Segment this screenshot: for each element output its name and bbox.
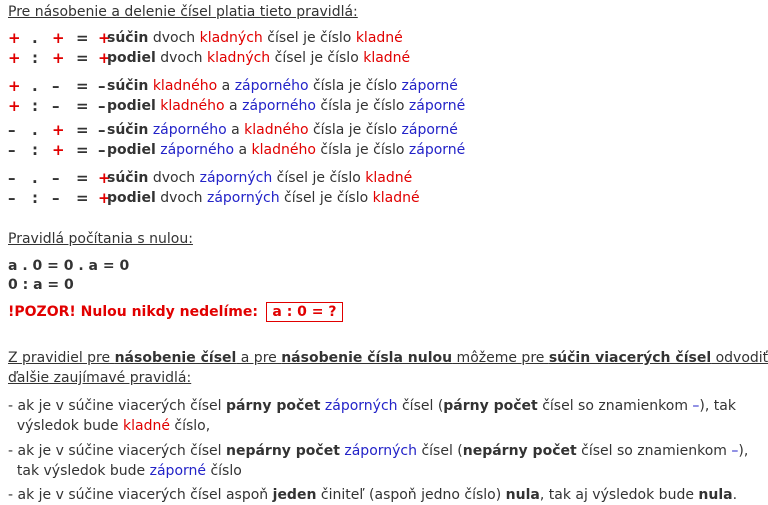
rule-sign: – [52,189,60,207]
rule-sign: = [76,189,89,207]
bullet-part: . [732,487,738,503]
rule-sign: . [32,29,38,47]
rule-text-part: čísel je číslo [262,30,356,46]
rule-sign: + [98,49,111,67]
rule-text-part: kladné [365,170,413,186]
rule-text [107,122,458,138]
rule-text-part: a [226,122,245,138]
bullet-part: čísel so znamienkom [576,443,732,459]
intro-part: môžeme pre [452,350,549,366]
rule-text-part: podiel [107,190,156,206]
bullet-line [8,416,210,436]
bullet-part: - ak je v súčine viacerých čísel [8,398,226,414]
rule-sign: – [98,97,106,115]
rule-text-part: záporného [152,122,227,138]
rule-text-part: dvoch [155,190,207,206]
rule-text-part: kladné [372,190,420,206]
intro-part: odvodiť [711,350,768,366]
rule-text-part: kladné [355,30,403,46]
pozor-box: a : 0 = ? [266,302,342,322]
rule-sign: = [76,169,89,187]
rule-sign: . [32,169,38,187]
rule-sign: – [98,77,106,95]
rule-sign: = [76,29,89,47]
intro-part: súčin viacerých čísel [548,350,712,366]
rule-sign: – [52,97,60,115]
rule-text-part: čísel je číslo [272,170,366,186]
rule-text-part: kladných [206,50,271,66]
bullet-part: - ak je v súčine viacerých čísel aspoň [8,487,273,503]
rule-sign: – [8,169,16,187]
bullet-part: čísel so znamienkom [537,398,693,414]
rule-sign: = [76,97,89,115]
rule-text-part: záporných [206,190,280,206]
rule-text-part: podiel [107,98,156,114]
intro-part: Z pravidiel pre [8,350,115,366]
rule-sign: – [8,141,16,159]
bullet-part: činiteľ (aspoň jedno číslo) [316,487,506,503]
rule-text-part: podiel [107,142,156,158]
rule-text-part: záporných [199,170,273,186]
rule-text-part: a [234,142,252,158]
rule-sign: + [52,29,65,47]
bullet-part: ), [738,443,749,459]
bullet-part: jeden [272,487,317,503]
rule-text-part: kladného [251,142,316,158]
rule-text-part: záporného [160,142,235,158]
bullet-part: nepárny počet [462,443,577,459]
rule-sign: – [98,141,106,159]
rule-text [107,190,420,206]
rule-sign: + [52,49,65,67]
rule-text-part: súčin [107,30,149,46]
rule-text-part: záporné [401,78,458,94]
bullet-part: , tak aj výsledok bude [539,487,699,503]
rule-sign: + [8,49,21,67]
rule-text-part: záporného [234,78,309,94]
rule-sign: – [8,189,16,207]
rule-sign: + [52,121,65,139]
rule-text-part: dvoch [148,170,200,186]
rule-text-part: čísla je číslo [308,78,402,94]
rule-text-part: čísel je číslo [279,190,373,206]
rule-text [107,142,465,158]
bullet-part: číslo, [169,418,211,434]
rule-sign: : [32,49,38,67]
bullet-part: tak výsledok bude [8,463,150,479]
rule-text-part: súčin [107,170,149,186]
rule-sign: . [32,121,38,139]
bullet-part: ), tak [699,398,736,414]
rule-sign: – [52,77,60,95]
bullet-part: nepárny počet [225,443,340,459]
rule-text-part: dvoch [155,50,207,66]
rule-sign: : [32,189,38,207]
bullet-part: – [731,443,739,459]
rule-sign: + [98,29,111,47]
rule-text-part: čísla je číslo [308,122,402,138]
rule-sign: + [8,77,21,95]
bullet-part: čísel ( [397,398,444,414]
rule-sign: : [32,97,38,115]
pozor-line [8,302,343,322]
bullet-part: – [692,398,700,414]
zero-rule-1: a . 0 = 0 . a = 0 [8,258,130,274]
bullet-line [8,396,736,416]
rule-text-part: dvoch [148,30,200,46]
rule-text [107,30,403,46]
rule-text-part: kladného [244,122,309,138]
rule-sign: = [76,121,89,139]
bullet-part: záporné [149,463,207,479]
rule-text-part: a [217,78,235,94]
rule-text-part: záporné [401,122,458,138]
intro-line-2: ďalšie zaujímavé pravidlá: [8,370,192,386]
rule-text [107,50,410,66]
intro-part: a pre [236,350,282,366]
rule-text-part: a [224,98,243,114]
page-heading: Pre násobenie a delenie čísel platia tieto pravidlá: [8,4,358,20]
bullet-part: záporných [344,443,417,459]
intro-part: násobenie čísla nulou [281,350,453,366]
rule-text-part: záporné [408,98,466,114]
rule-text [107,170,412,186]
pozor-label: !POZOR! Nulou nikdy nedelíme: [8,304,258,320]
rule-sign: = [76,49,89,67]
rule-text-part: kladného [160,98,225,114]
rule-text [107,78,458,94]
bullet-part: nula [505,487,540,503]
rule-sign: + [98,189,111,207]
rule-text-part: čísel je číslo [270,50,364,66]
rule-text [107,98,465,114]
zero-heading: Pravidlá počítania s nulou: [8,231,193,247]
rule-text-part: čísla je číslo [315,142,409,158]
bullet-part: čísel ( [417,443,463,459]
bullet-part: - ak je v súčine viacerých čísel [8,443,226,459]
rule-text-part: kladné [363,50,411,66]
bullet-part: kladné [123,418,170,434]
rule-text-part: čísla je číslo [315,98,409,114]
rule-sign: – [8,121,16,139]
intro-line-1 [8,350,768,366]
bullet-line [8,485,737,505]
intro-part: násobenie čísel [114,350,237,366]
zero-rule-2: 0 : a = 0 [8,277,74,293]
rule-text-part: súčin [107,122,149,138]
rule-sign: . [32,77,38,95]
rule-sign: : [32,141,38,159]
bullet-part: výsledok bude [8,418,123,434]
bullet-part: nula [698,487,733,503]
rule-text-part: súčin [107,78,149,94]
rule-sign: + [98,169,111,187]
rule-text-part: záporného [242,98,316,114]
rule-sign: = [76,77,89,95]
rule-sign: = [76,141,89,159]
rule-sign: + [8,29,21,47]
rule-sign: – [52,169,60,187]
bullet-part: párny počet [443,398,538,414]
rule-sign: + [52,141,65,159]
rule-text-part: kladných [199,30,263,46]
bullet-part: záporných [324,398,398,414]
bullet-part: číslo [206,463,242,479]
rule-sign: – [98,121,106,139]
rule-sign: + [8,97,21,115]
bullet-line [8,461,242,481]
rule-text-part: podiel [107,50,156,66]
bullet-part: párny počet [225,398,321,414]
bullet-line [8,441,748,461]
rule-text-part: záporné [408,142,466,158]
rule-text-part: kladného [152,78,218,94]
